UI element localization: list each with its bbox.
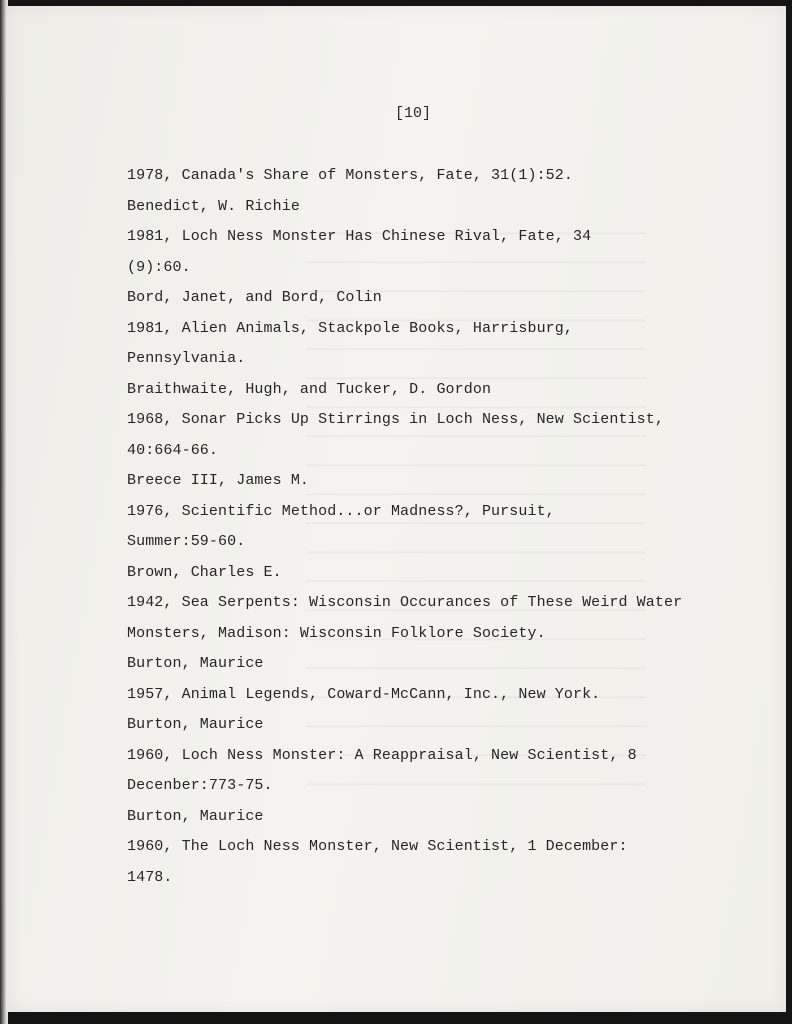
bibliography-line: Burton, Maurice — [127, 716, 264, 733]
bibliography-line: Burton, Maurice — [127, 655, 264, 672]
bibliography-line: Pennsylvania. — [127, 350, 246, 367]
bibliography-line: Brown, Charles E. — [127, 563, 282, 581]
bibliography-line: Benedict, W. Richie — [127, 197, 300, 215]
page-number: [10] — [394, 105, 431, 122]
bibliography-line: 1960, Loch Ness Monster: A Reappraisal, New Scientist, 8 — [127, 746, 637, 764]
bibliography-line: 1981, Alien Animals, Stackpole Books, Harrisburg, — [127, 319, 573, 337]
bibliography-line: 1968, Sonar Picks Up Stirrings in Loch Ness, New Scientist, — [127, 411, 664, 428]
bibliography-line: Monsters, Madison: Wisconsin Folklore Society. — [127, 624, 546, 642]
bibliography-line: Decenber:773-75. — [127, 777, 273, 794]
bibliography-line: Burton, Maurice — [127, 807, 264, 825]
bibliography-line: 1942, Sea Serpents: Wisconsin Occurances of These Weird Water — [127, 594, 683, 611]
bibliography-line: Braithwaite, Hugh, and Tucker, D. Gordon — [127, 380, 492, 398]
bibliography-line: 1960, The Loch Ness Monster, New Scientist, 1 December: — [127, 838, 628, 855]
bibliography-line: Summer:59-60. — [127, 533, 246, 550]
bibliography-line: 1478. — [127, 868, 173, 886]
bibliography-line: (9):60. — [127, 258, 191, 276]
bibliography-list — [127, 165, 682, 897]
bibliography-line: 1976, Scientific Method...or Madness?, Pursuit, — [127, 502, 555, 520]
bibliography-line: 1978, Canada's Share of Monsters, Fate, 31(1):52. — [127, 167, 573, 184]
bibliography-line: 1981, Loch Ness Monster Has Chinese Rival, Fate, 34 — [127, 228, 592, 245]
bibliography-line: 40:664-66. — [127, 441, 219, 459]
bibliography-line: Bord, Janet, and Bord, Colin — [127, 289, 382, 306]
bibliography-line: Breece III, James M. — [127, 472, 310, 489]
bibliography-line: 1957, Animal Legends, Coward-McCann, Inc., New York. — [127, 685, 601, 703]
